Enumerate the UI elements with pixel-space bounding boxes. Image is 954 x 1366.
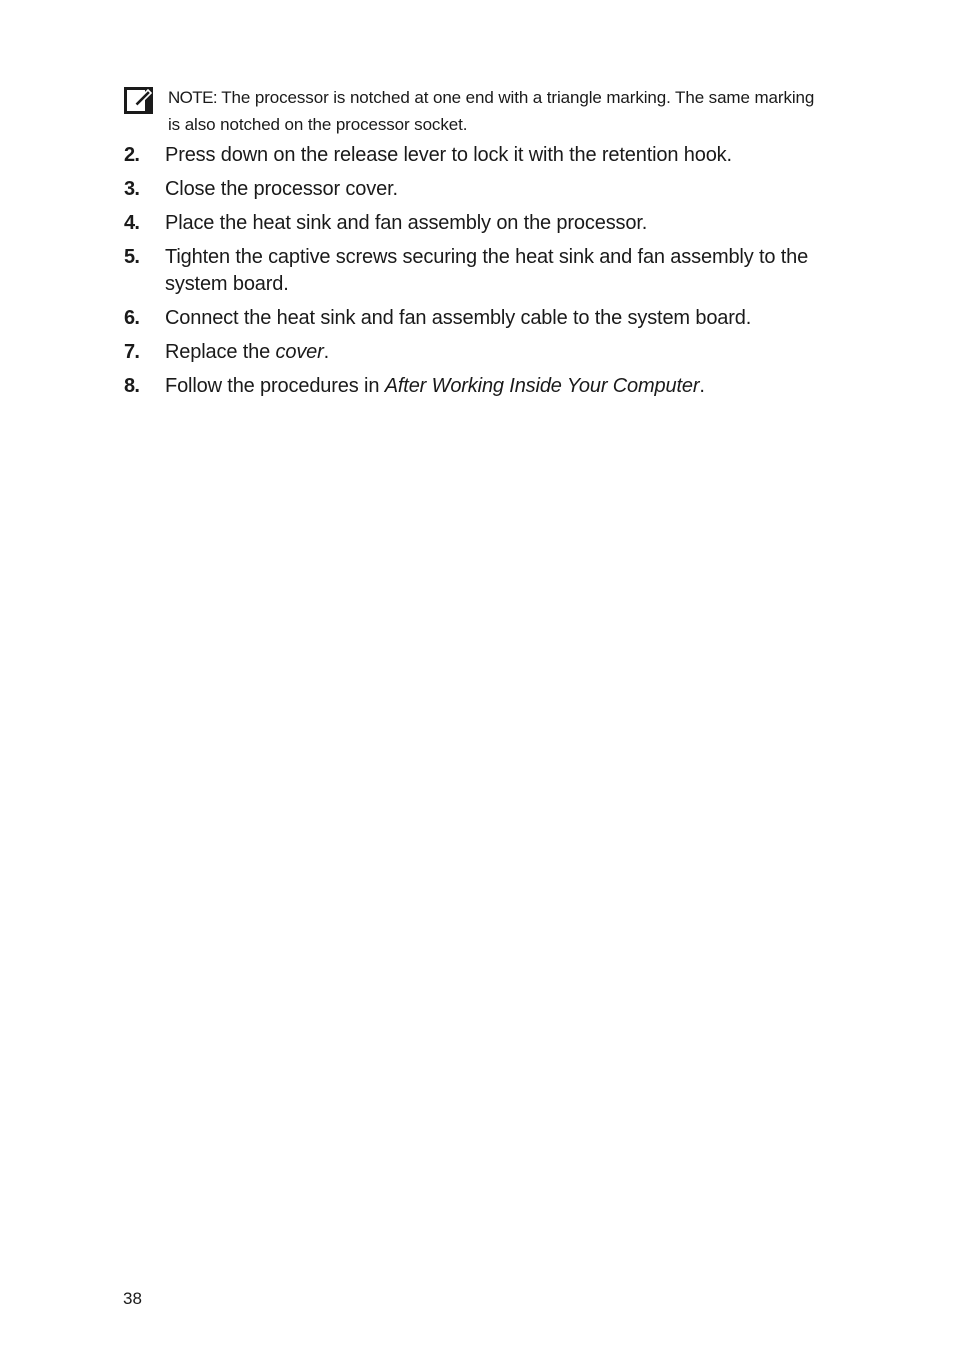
note-pencil-icon [124,87,153,114]
step-number: 4. [124,212,140,234]
step-text-before: Follow the procedures in [165,375,385,397]
note-block [124,84,824,138]
list-item [124,339,854,366]
list-item [124,142,854,169]
step-text: Tighten the captive screws securing the heat sink and fan assembly to the system board. [165,246,809,295]
list-item [124,305,854,332]
note-label: NOTE: [168,88,217,107]
page-number: 38 [123,1289,142,1308]
step-number: 5. [124,246,140,268]
list-item [124,373,854,400]
list-item [124,210,854,237]
step-number: 6. [124,307,140,329]
list-item [124,244,854,298]
step-number: 3. [124,178,140,200]
step-number: 2. [124,144,140,166]
note-text [168,84,824,138]
step-text-before: Replace the [165,341,276,363]
step-text-after: . [323,341,330,363]
step-number: 8. [124,375,140,397]
step-list [124,142,854,407]
step-text: Press down on the release lever to lock it with the retention hook. [165,144,732,166]
note-body: The processor is notched at one end with a triangle marking. The same marking is also notched on the processor socket. [168,88,815,134]
list-item [124,176,854,203]
cover-link[interactable]: cover [275,341,324,363]
step-text: Close the processor cover. [165,178,398,200]
step-text: Connect the heat sink and fan assembly cable to the system board. [165,307,752,329]
step-text: Place the heat sink and fan assembly on the processor. [165,212,648,234]
after-working-inside-link[interactable]: After Working Inside Your Computer [384,375,700,397]
step-number: 7. [124,341,140,363]
step-text-after: . [699,375,705,397]
